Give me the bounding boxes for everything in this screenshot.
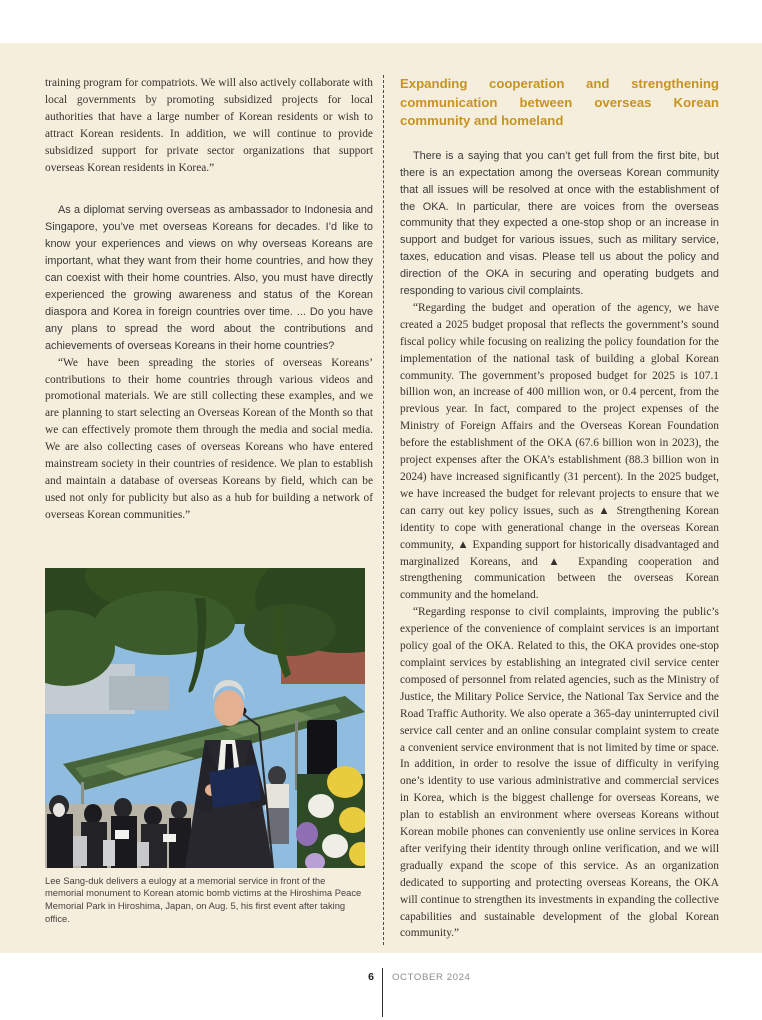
issue-date: OCTOBER 2024 — [392, 972, 471, 983]
section-heading: Expanding cooperation and strengthening communication between overseas Korean community and homeland — [400, 76, 719, 129]
column-divider — [383, 75, 384, 945]
interview-question: There is a saying that you can’t get full from the first bite, but there is an expectation among the overseas Korean community that all issues will be resolved at once with the establishment of the OKA. In particular, there are voices from the overseas community that they expected a one-stop shop or an increase in support and budget for various issues, such as military service, taxes, education and visas. Please tell us about the policy and direction of the OKA in securing and operating budgets and responding to various civil complaints. — [400, 149, 719, 298]
interview-answer: “We have been spreading the stories of overseas Koreans’ contributions to their home countries through various videos and promotional materials. We are still collecting these examples, and we are planning to start selecting an Overseas Korean of the Month so that we can effectively promote them through the media and social media. We are also collecting cases of overseas Koreans who have entered mainstream society in their countries of residence. We plan to establish and maintain a database of overseas Koreans by field, which can be used not only for publicity but also as a hub for building a network of overseas Korean communities.” — [45, 356, 373, 521]
interview-answer: “Regarding the budget and operation of the agency, we have created a 2025 budget proposal that reflects the government’s sound fiscal policy while focusing on realizing the policy foundation for the implementation of the national task of building a global Korean community. The government’s proposed budget for 2025 is 107.1 billion won, an increase of 400 million won, or 0.4 percent, from the previous year. In fact, compared to the project expenses of the Ministry of Foreign Affairs and the Overseas Korean Foundation before the establishment of the OKA (67.6 billion won in 2023), the project expenses after the OKA’s establishment (88.3 billion won in 2024) have increased significantly (31 percent). In the 2025 budget, we have increased the budget for relevant projects to ensure that we can carry out key policy issues, such as ▲ Strengthening Korean identity to cope with generational change in the overseas Korean community, ▲ Expanding support for historically disadvantaged and marginalized Koreans, and ▲ Expanding cooperation and strengthening communication between the overseas Korean community and the homeland. — [400, 301, 719, 602]
interview-question: As a diplomat serving overseas as ambassador to Indonesia and Singapore, you’ve met overseas Koreans for decades. I’d like to know your experiences and views on why overseas Koreans are important, what they want from their home countries, and how they can coexist with their home countries. Also, you must have directly experienced the growing awareness and status of the Korean diaspora and Korea in foreign countries over time. ... Do you have any plans to spread the word about the contributions and achievements of overseas Koreans in their home countries? — [45, 204, 373, 352]
body-paragraph: training program for compatriots. We will also actively collaborate with local governments by promoting subsidized projects for local authorities that have a large number of Korean residents or wish to attract Korean residents. In addition, we will continue to provide subsidized support for private sector organizations that support overseas Korean residents in Korea.” — [45, 77, 373, 174]
photo-building-left2 — [109, 676, 169, 710]
memorial-photo-illustration — [45, 568, 365, 868]
memorial-photo — [45, 568, 365, 926]
photo-caption: Lee Sang-duk delivers a eulogy at a memorial service in front of the memorial monument to Korean atomic bomb victims at the Hiroshima Peace Memorial Park in Hiroshima, Japan, on Aug. 5, his first event after taking office. — [45, 874, 362, 925]
photo-foliage5 — [244, 604, 336, 656]
photo-foliage4 — [95, 591, 235, 655]
interview-answer: “Regarding response to civil complaints, improving the public’s experience of the convenience of complaint services is an important policy goal of the OKA. Related to this, the OKA provides one-stop complaint services by establishing an integrated civil service center composed of personnel from related agencies, such as the Ministry of Justice, the Military Police Service, the National Tax Service and the Road Traffic Authority. We also operate a 365-day uninterrupted civil service call center and an online consular complaint system to create a convenient service environment that is not limited by time or space. In addition, in order to resolve the issue of difficulty in verifying one’s identity to use various administrative and commercial services in Korea, which is the biggest challenge for overseas Koreans, we plan to establish an environment where overseas Koreans without Korean mobile phones can conveniently use online services in Korea after verifying their identity through online verification, and we will gradually expand the scope of this service. As an organization dedicated to supporting and protecting overseas Koreans, the OKA will continue to strengthen its investments in expanding the collective capabilities and sustainable development of the global Korean community.” — [400, 606, 719, 940]
photo-flowers — [296, 766, 365, 868]
page-number: 6 — [368, 971, 374, 983]
left-column — [45, 75, 373, 926]
page-footer — [0, 971, 762, 991]
right-column — [400, 75, 719, 942]
